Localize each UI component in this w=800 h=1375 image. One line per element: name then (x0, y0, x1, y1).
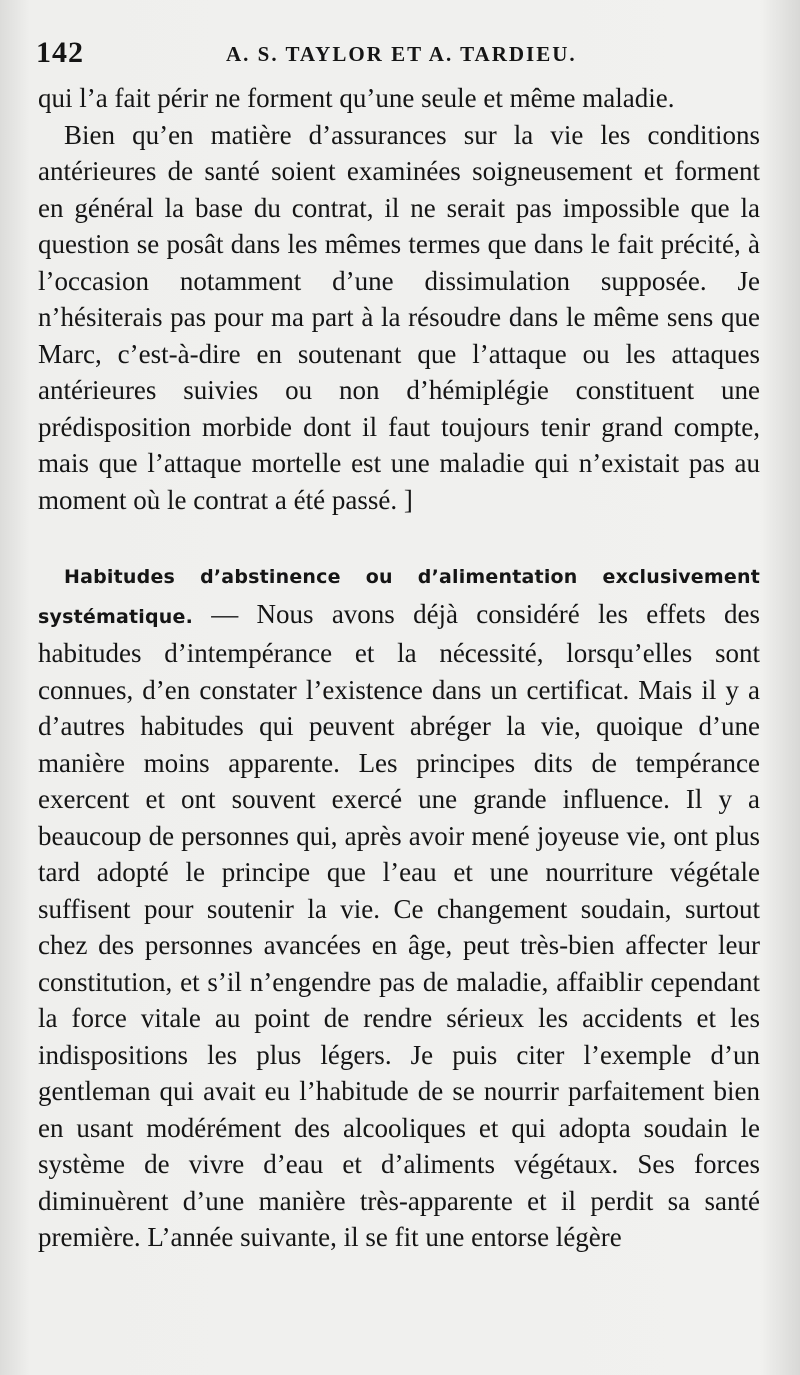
section-heading-part2: systématique. (38, 605, 194, 628)
paragraph-continuation: qui l’a fait périr ne forment qu’une seule et même maladie. (38, 83, 675, 113)
section-text: — Nous avons déjà considéré les effets des habitudes d’intempérance et la nécessité, lorsqu’elles sont connues, d’en constater l’existence dans un certificat. Mais il y a d’autres habitudes qui peuvent abréger la vie, quoique d’une manière moins apparente. Les principes dits de tempérance exercent et ont souvent exercé une grande influence. Il y a beaucoup de personnes qui, après avoir mené joyeuse vie, ont plus tard adopté le principe que l’eau et une nourriture végétale suffisent pour soutenir la vie. Ce changement soudain, surtout chez des personnes avancées en âge, peut très-bien affecter leur constitution, et s’il n’engendre pas de maladie, affaiblir cependant la force vitale au point de rendre sérieux les accidents et les indispositions les plus légers. Je puis citer l’exemple d’un gentleman qui avait eu l’habitude de se nourrir parfaitement bien en usant modérément des alcooliques et qui adopta soudain le système de vivre d’eau et d’aliments végétaux. Ses forces diminuèrent d’une manière très-apparente et il perdit sa santé première. L’année suivante, il se fit une entorse légère (38, 598, 760, 1252)
section-gap (38, 518, 760, 556)
section-abstinence (38, 556, 760, 1256)
page-number: 142 (36, 36, 84, 69)
paragraph-insurance: Bien qu’en matière d’assurances sur la vie les conditions antérieures de santé soient examinées soigneusement et forment en général la base du contrat, il ne serait pas impossible que la question se posât dans les mêmes termes que dans le fait précité, à l’occasion notamment d’une dissimulation supposée. Je n’hésiterais pas pour ma part à la résoudre dans le même sens que Marc, c’est-à-dire en soutenant que l’attaque ou les attaques antérieures suivies ou non d’hémiplégie constituent une prédisposition morbide dont il faut toujours tenir grand compte, mais que l’attaque mortelle est une maladie qui n’existait pas au moment où le contrat a été passé. ] (38, 119, 760, 515)
running-head: A. S. TAYLOR ET A. TARDIEU. (226, 42, 577, 66)
page-body (38, 80, 760, 1256)
section-heading-part1: Habitudes d’abstinence ou d’alimentation exclusivement (64, 566, 760, 588)
page-header (36, 36, 766, 76)
